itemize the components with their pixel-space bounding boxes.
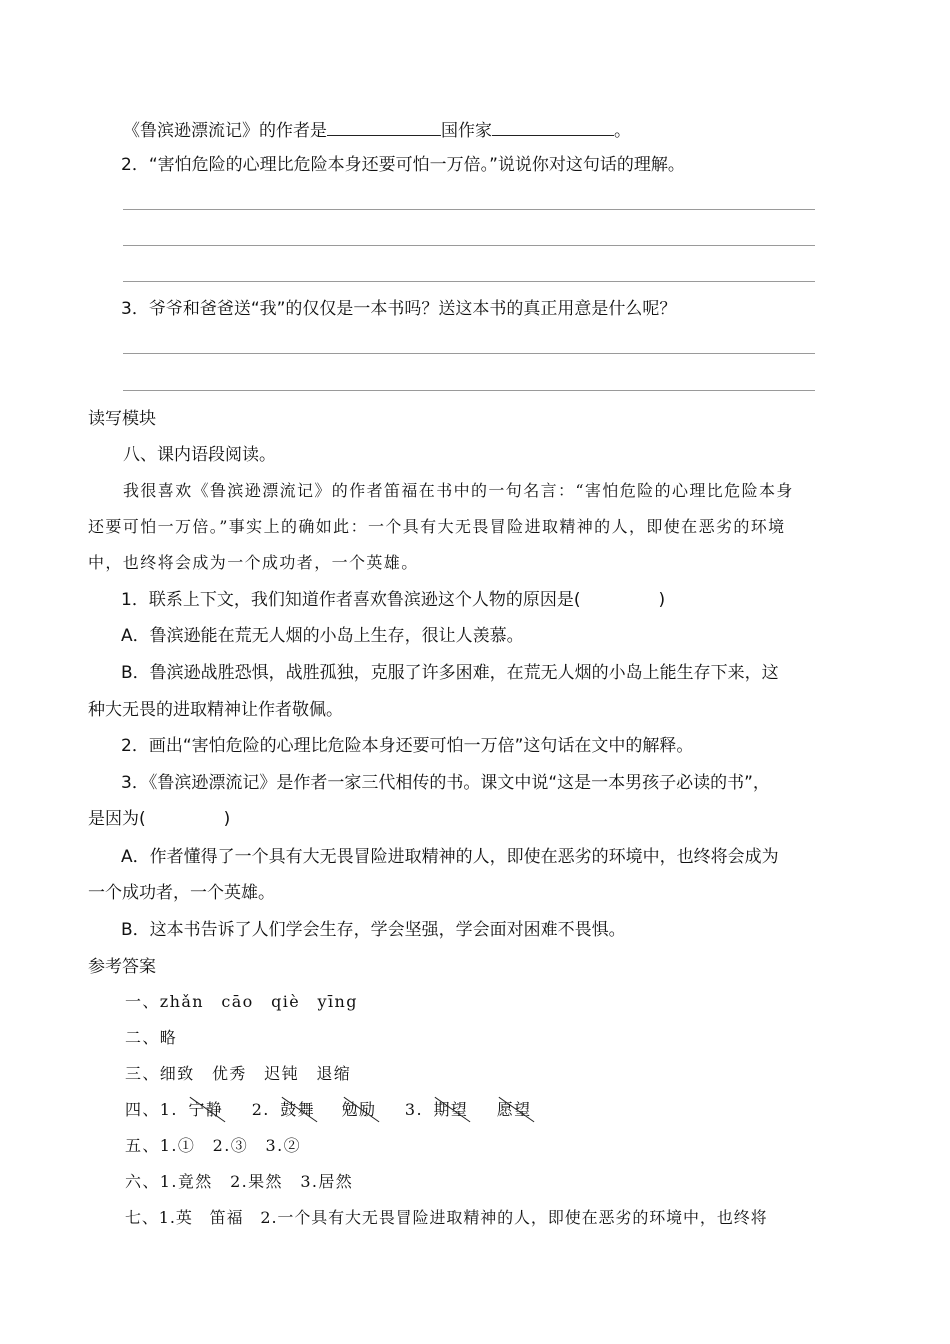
option-a: A．鲁滨逊能在荒无人烟的小岛上生存，很让人羡慕。 [121,626,524,646]
question-2: 2．“害怕危险的心理比危险本身还要可怕一万倍。”说说你对这句话的理解。 [121,155,685,175]
answer-5: 五、1.① 2.③ 3.② [125,1136,301,1155]
reading-question-3: 3．《鲁滨逊漂流记》是作者一家三代相传的书。课文中说“这是一本男孩子必读的书”， [121,773,770,793]
answer-2: 二、略 [125,1028,178,1047]
module-title: 读写模块 [88,409,156,429]
matched-word: 勉励 [342,1098,377,1122]
option-a-cont: 一个成功者，一个英雄。 [88,883,275,903]
option-b: B．这本书告诉了人们学会生存，学会坚强，学会面对困难不畏惧。 [121,920,626,940]
answer-line[interactable] [123,353,815,354]
answer-3: 三、细致 优秀 迟钝 退缩 [125,1064,352,1083]
answer-line[interactable] [123,245,815,246]
answer-1: 一、zhǎn cāo qiè yīng [125,992,358,1011]
matched-word: 期望 [433,1098,468,1122]
passage-line: 还要可怕一万倍。”事实上的确如此：一个具有大无畏冒险进取精神的人，即使在恶劣的环境 [88,517,786,536]
option-a: A．作者懂得了一个具有大无畏冒险进取精神的人，即使在恶劣的环境中，也终将会成为 [121,847,779,867]
answer-6: 六、1.竟然 2.果然 3.居然 [125,1172,354,1191]
matched-word: 鼓舞 [280,1098,315,1122]
answer-4: 四、1. 宁静 2. 鼓舞 勉励 3. 期望 愿望 [125,1098,532,1122]
question-3: 3．爷爷和爸爸送“我”的仅仅是一本书吗？送这本书的真正用意是什么呢？ [121,299,677,319]
fill-blank-line [123,117,631,143]
answer-line[interactable] [123,209,815,210]
answers-title: 参考答案 [88,957,156,977]
fill-prefix: 《鲁滨逊漂流记》的作者是 [123,121,327,141]
passage-line: 中，也终将会成为一个成功者，一个英雄。 [88,553,419,572]
country-blank[interactable] [327,117,441,136]
matched-word: 愿望 [497,1098,532,1122]
answer-line[interactable] [123,281,815,282]
section-heading: 八、课内语段阅读。 [123,445,276,465]
reading-question-2: 2．画出“害怕危险的心理比危险本身还要可怕一万倍”这句话在文中的解释。 [121,736,694,756]
reading-question-1: 1．联系上下文，我们知道作者喜欢鲁滨逊这个人物的原因是( ) [121,590,666,610]
author-blank[interactable] [492,117,614,136]
answer-line[interactable] [123,390,815,391]
passage-line: 我很喜欢《鲁滨逊漂流记》的作者笛福在书中的一句名言：“害怕危险的心理比危险本身 [123,481,794,500]
matched-word: 宁静 [188,1098,223,1122]
option-b: B．鲁滨逊战胜恐惧，战胜孤独，克服了许多困难，在荒无人烟的小岛上能生存下来，这 [121,663,779,683]
fill-end: 。 [614,121,631,141]
reading-question-3-cont: 是因为( ) [88,809,231,829]
fill-mid: 国作家 [441,121,492,141]
option-b-cont: 种大无畏的进取精神让作者敬佩。 [88,700,343,720]
answer-7: 七、1.英 笛福 2.一个具有大无畏冒险进取精神的人，即使在恶劣的环境中，也终将 [125,1208,768,1227]
